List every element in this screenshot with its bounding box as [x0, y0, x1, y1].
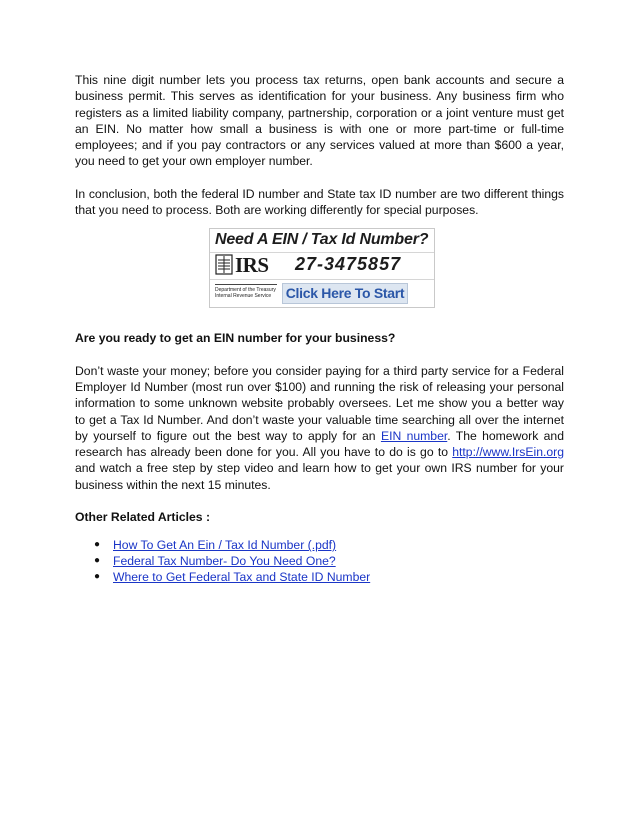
list-item	[94, 553, 564, 569]
ein-banner[interactable]	[209, 228, 435, 308]
sample-ein-number: 27-3475857	[295, 254, 402, 275]
bullet-icon: ●	[94, 571, 101, 583]
conclusion-paragraph: In conclusion, both the federal ID number and State tax ID number are two different things that you need to process. Both are working differently for special purposes.	[75, 186, 564, 218]
related-article-link[interactable]: Federal Tax Number- Do You Need One?	[113, 554, 336, 569]
list-item	[94, 537, 564, 553]
pitch-text: . The homework and research has already been done for you. All you have to do is go to	[75, 428, 564, 460]
intro-paragraph: This nine digit number lets you process tax returns, open bank accounts and secure a business permit. This serves as identification for your business. Any business firm who registers as a limited liability company, partnership, corporation or a joint venture must get an EIN. No matter how small a business is with one or more part-time or full-time employees; and if you pay contractors or any services valued at more than $600 a year, you need to get your own employer number.	[75, 73, 564, 169]
banner-divider	[210, 279, 434, 280]
click-here-button[interactable]: Click Here To Start	[282, 283, 408, 304]
related-article-link[interactable]: How To Get An Ein / Tax Id Number (.pdf)	[113, 538, 337, 553]
related-articles-list	[75, 537, 564, 585]
banner-title: Need A EIN / Tax Id Number?	[215, 231, 429, 249]
department-label: Department of the Treasury Internal Revenue Service	[215, 284, 277, 299]
irs-logo-text: IRS	[235, 253, 269, 278]
irsein-site-link[interactable]: http://www.IrsEin.org	[452, 445, 564, 460]
pitch-text: and watch a free step by step video and learn how to get your own IRS number for your business within the next 15 minutes.	[75, 461, 564, 492]
pitch-paragraph	[75, 363, 564, 493]
bullet-icon: ●	[94, 539, 101, 551]
related-article-link[interactable]: Where to Get Federal Tax and State ID Number	[113, 570, 371, 585]
pitch-text: Don’t waste your money; before you consider paying for a third party service for a Federal Employer Id Number (most run over $100) and running the risk of releasing your personal information to some unknown website probably oversees. Let me show you a better way to get a Tax Id Number. And don’t waste your valuable time searching all over the internet by yourself to figure out the best way to apply for an	[75, 363, 564, 443]
related-articles-heading: Other Related Articles :	[75, 510, 211, 525]
list-item	[94, 569, 564, 585]
eagle-icon	[215, 254, 233, 275]
question-heading: Are you ready to get an EIN number for your business?	[75, 331, 396, 346]
document-page	[75, 72, 564, 585]
bullet-icon: ●	[94, 555, 101, 567]
ein-number-link[interactable]: EIN number	[380, 428, 448, 443]
